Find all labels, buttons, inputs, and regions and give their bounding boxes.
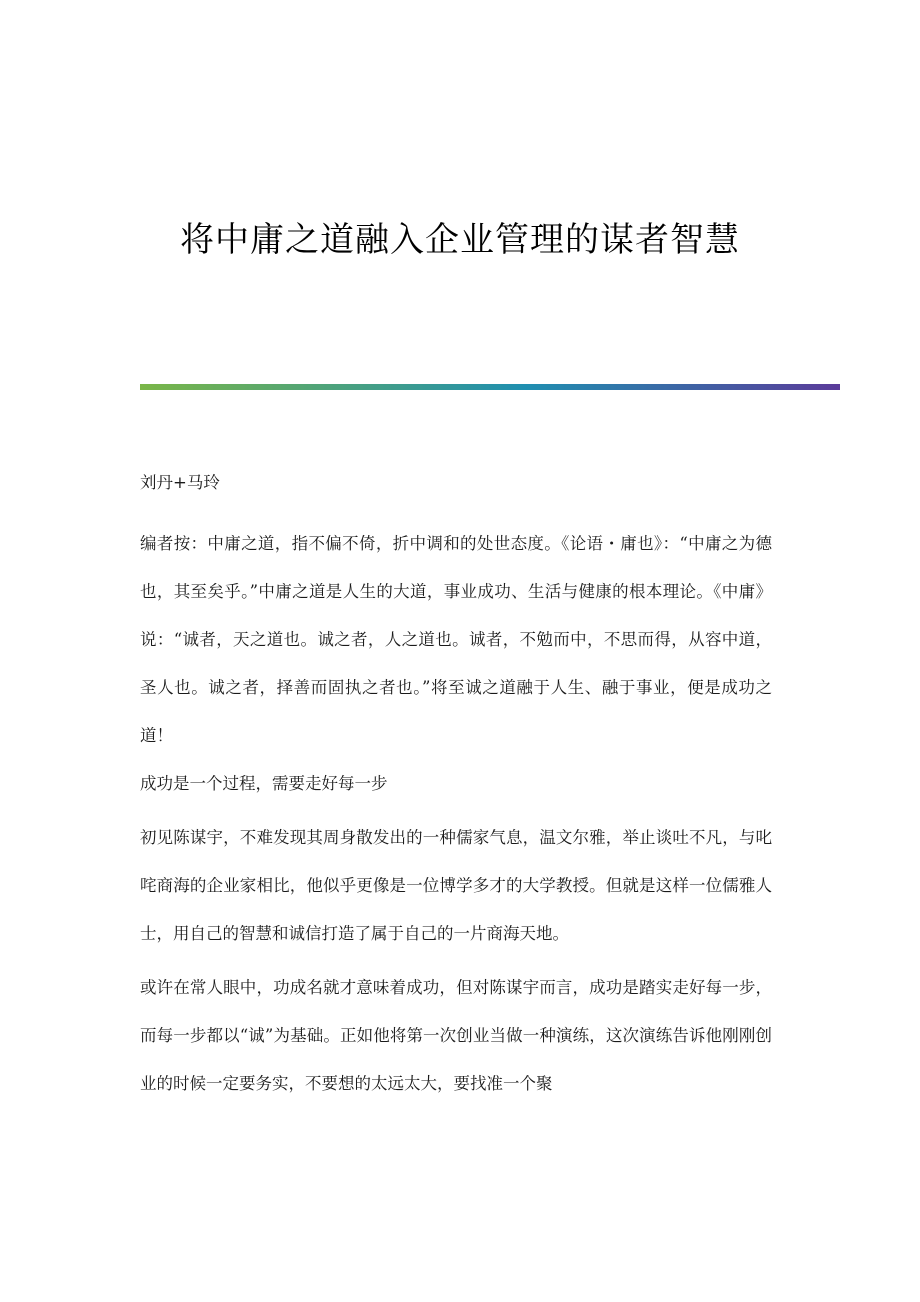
article-body [140, 466, 772, 1108]
section-subheading: 成功是一个过程，需要走好每一步 [140, 774, 388, 793]
author-line: 刘丹+马玲 [140, 473, 220, 492]
gradient-divider [140, 384, 840, 390]
document-title: 将中庸之道融入企业管理的谋者智慧 [180, 220, 740, 260]
editor-note-paragraph: 编者按：中庸之道，指不偏不倚，折中调和的处世态度。《论语・庸也》：“中庸之为德也，其至矣乎。”中庸之道是人生的大道，事业成功、生活与健康的根本理论。《中庸》说：“诚者，天之道也。诚之者，人之道也。诚者，不勉而中，不思而得，从容中道，圣人也。诚之者，择善而固执之者也。”将至诚之道融于人生、融于事业，便是成功之道！ [140, 534, 772, 745]
body-paragraph-1: 初见陈谋宇，不难发现其周身散发出的一种儒家气息，温文尔雅，举止谈吐不凡，与叱咤商海的企业家相比，他似乎更像是一位博学多才的大学教授。但就是这样一位儒雅人士，用自己的智慧和诚信打造了属于自己的一片商海天地。 [140, 828, 772, 943]
body-paragraph-2: 或许在常人眼中，功成名就才意味着成功，但对陈谋宇而言，成功是踏实走好每一步，而每一步都以“诚”为基础。正如他将第一次创业当做一种演练，这次演练告诉他刚刚创业的时候一定要务实，不要想的太远太大，要找准一个聚 [140, 978, 772, 1093]
